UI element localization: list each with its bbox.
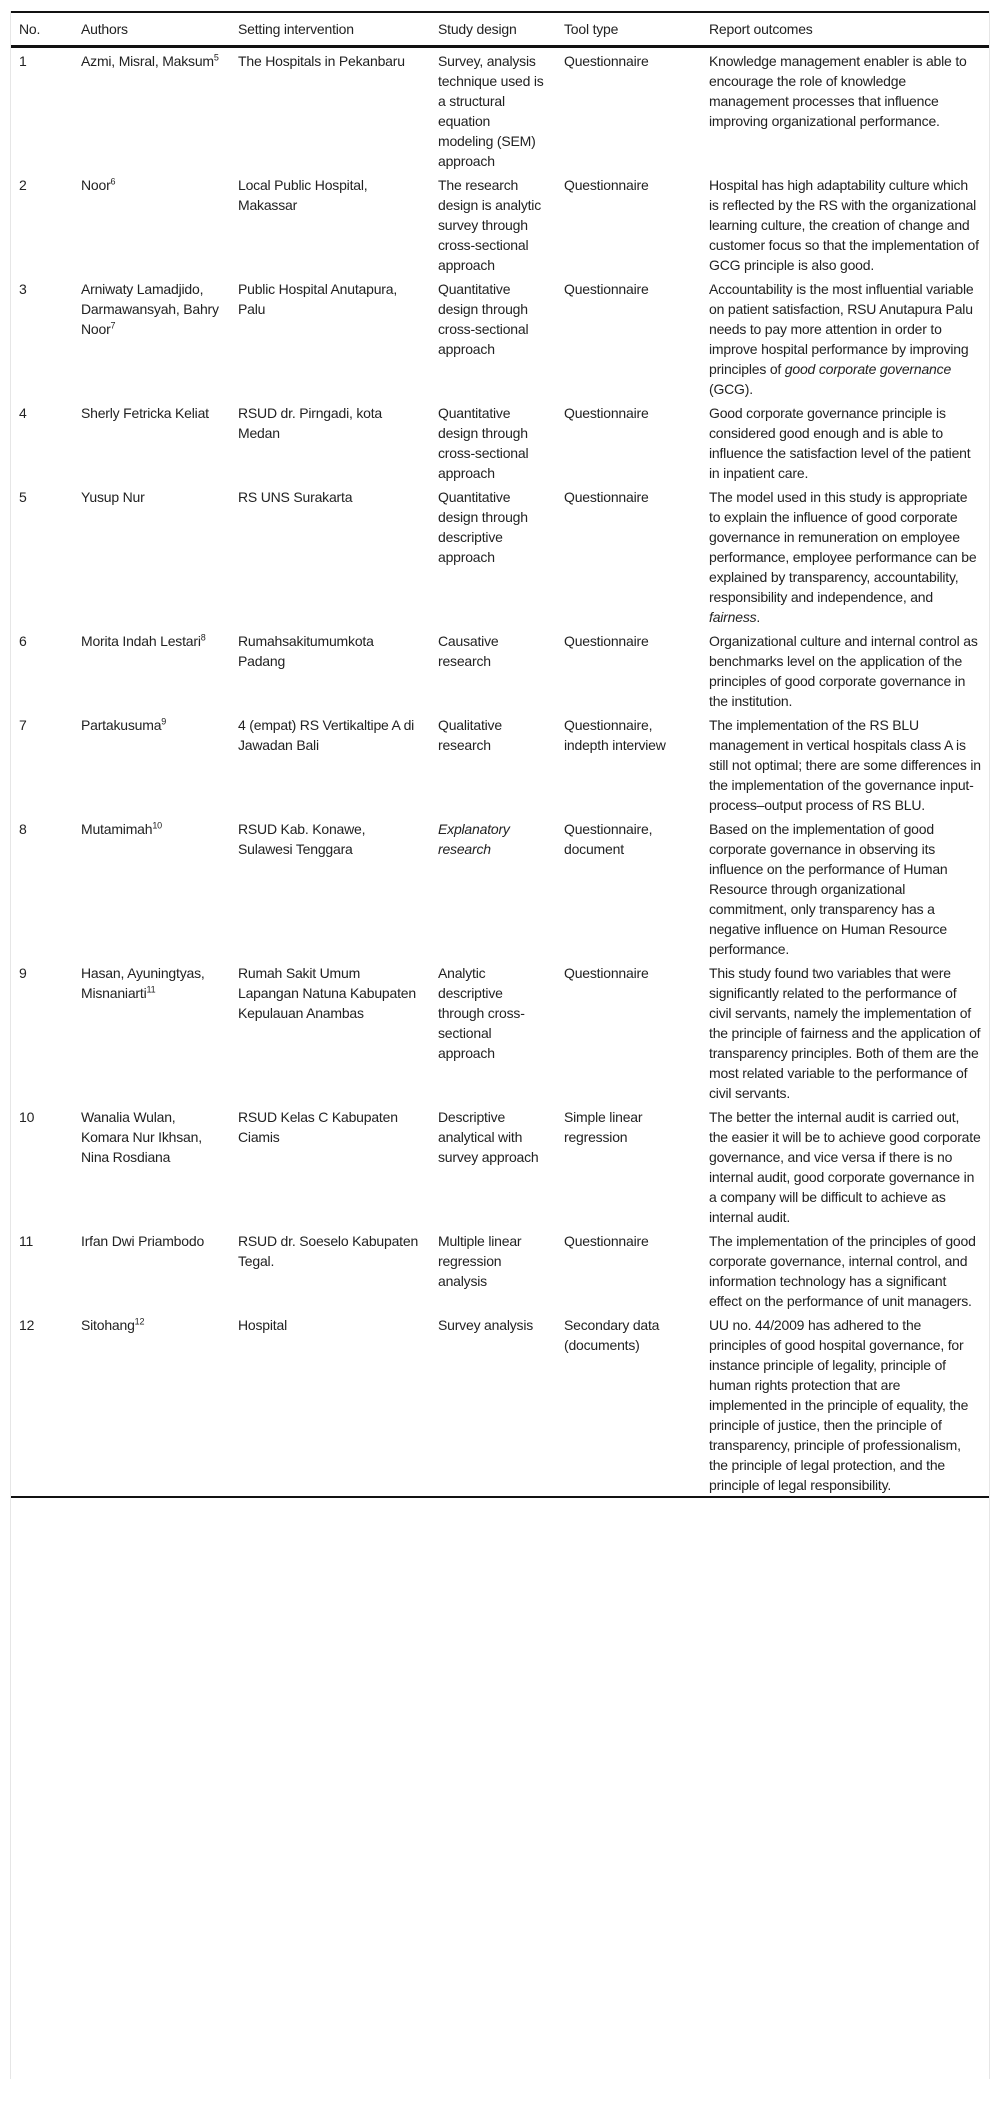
cell-authors xyxy=(73,960,230,1104)
reference-superscript: 11 xyxy=(146,984,156,995)
cell-setting: The Hospitals in Pekanbaru xyxy=(238,53,405,69)
cell-outcomes xyxy=(701,276,989,400)
authors-text: Noor xyxy=(81,177,111,193)
cell-authors xyxy=(73,1228,230,1312)
cell-tool-type: Simple linear regression xyxy=(564,1109,643,1145)
header-study-design: Study design xyxy=(438,21,517,37)
cell-tool-type: Questionnaire xyxy=(564,489,649,505)
header-row xyxy=(11,12,989,47)
cell-authors xyxy=(73,628,230,712)
cell-study-design: Quantitative design through descriptive approach xyxy=(438,489,528,565)
authors-text: Hasan, Ayuningtyas, Misnaniarti xyxy=(81,965,205,1001)
reference-superscript: 10 xyxy=(152,820,162,831)
authors-text: Morita Indah Lestari xyxy=(81,633,201,649)
cell-authors xyxy=(73,484,230,628)
reference-superscript: 8 xyxy=(200,632,206,643)
cell-setting: RSUD Kab. Konawe, Sulawesi Tenggara xyxy=(238,821,366,857)
authors-text: Partakusuma xyxy=(81,717,162,733)
cell-no: 3 xyxy=(19,281,27,297)
cell-no: 2 xyxy=(19,177,27,193)
cell-tool-type: Questionnaire xyxy=(564,1233,649,1249)
reference-superscript: 7 xyxy=(110,320,116,331)
table-row xyxy=(11,47,989,173)
authors-text: Mutamimah xyxy=(81,821,153,837)
authors-text: Irfan Dwi Priambodo xyxy=(81,1233,205,1249)
cell-no: 11 xyxy=(19,1233,34,1249)
cell-tool-type: Questionnaire, document xyxy=(564,821,653,857)
cell-setting: Rumah Sakit Umum Lapangan Natuna Kabupaten Kepulauan Anambas xyxy=(238,965,416,1021)
authors-text: Azmi, Misral, Maksum xyxy=(81,53,214,69)
reference-superscript: 12 xyxy=(134,1316,145,1327)
cell-tool-type: Questionnaire xyxy=(564,177,649,193)
cell-outcomes: The better the internal audit is carried out, the easier it will be to achieve good corporate governance, and vice versa if there is no internal audit, good corporate governance in a company will be difficult to achieve as internal audit. xyxy=(709,1109,981,1225)
cell-tool-type: Secondary data (documents) xyxy=(564,1317,660,1353)
table-row xyxy=(11,484,989,628)
table-row xyxy=(11,816,989,960)
cell-outcomes: Hospital has high adaptability culture which is reflected by the RS with the organizational learning culture, the creation of change and customer focus so that the implementation of GCG principle is also good. xyxy=(709,177,979,273)
outcomes-text-end: (GCG). xyxy=(709,381,753,397)
cell-no: 9 xyxy=(19,965,27,981)
cell-outcomes: This study found two variables that were significantly related to the performance of civil servants, namely the implementation of the principle of fairness and the application of transparency principles. Both of them are the most related variable to the performance of civil servants. xyxy=(709,965,981,1101)
cell-setting: RS UNS Surakarta xyxy=(238,489,353,505)
header-setting-intervention: Setting intervention xyxy=(238,21,354,37)
table-row xyxy=(11,628,989,712)
cell-outcomes: The implementation of the principles of good corporate governance, internal control, and information technology has a significant effect on the performance of unit managers. xyxy=(709,1233,976,1309)
cell-authors xyxy=(73,816,230,960)
table-body xyxy=(11,47,989,1498)
outcomes-italic-text: good corporate governance xyxy=(784,361,952,377)
table-header xyxy=(11,12,989,47)
cell-study-design: Descriptive analytical with survey approach xyxy=(438,1109,539,1165)
cell-study-design: Qualitative research xyxy=(438,717,502,753)
cell-study-design xyxy=(430,816,556,960)
cell-setting: Public Hospital Anutapura, Palu xyxy=(238,281,398,317)
header-tool-type: Tool type xyxy=(564,21,619,37)
cell-study-design: Quantitative design through cross-sectional approach xyxy=(438,281,529,357)
cell-tool-type: Questionnaire xyxy=(564,405,649,421)
cell-authors xyxy=(73,712,230,816)
reference-superscript: 9 xyxy=(161,716,167,727)
cell-setting: RSUD dr. Pirngadi, kota Medan xyxy=(238,405,383,441)
cell-tool-type: Questionnaire xyxy=(564,281,649,297)
cell-no: 12 xyxy=(19,1317,35,1333)
cell-study-design: The research design is analytic survey through cross-sectional approach xyxy=(438,177,542,273)
cell-tool-type: Questionnaire xyxy=(564,633,649,649)
cell-setting: Hospital xyxy=(238,1317,287,1333)
cell-no: 5 xyxy=(19,489,27,505)
cell-authors xyxy=(73,1312,230,1497)
cell-study-design: Analytic descriptive through cross-sectional approach xyxy=(438,965,525,1061)
header-authors: Authors xyxy=(81,21,128,37)
cell-outcomes: Good corporate governance principle is considered good enough and is able to influence the satisfaction level of the patient in inpatient care. xyxy=(709,405,971,481)
authors-text: Sitohang xyxy=(81,1317,135,1333)
outcomes-text-end: . xyxy=(756,609,761,625)
reference-superscript: 6 xyxy=(110,176,116,187)
outcomes-italic-text: fairness xyxy=(709,609,757,625)
cell-outcomes: The implementation of the RS BLU management in vertical hospitals class A is still not optimal; there are some differences in the implementation of the governance input-process–output process of RS BLU. xyxy=(709,717,981,813)
cell-setting: RSUD Kelas C Kabupaten Ciamis xyxy=(238,1109,398,1145)
table-row xyxy=(11,276,989,400)
table-row xyxy=(11,1104,989,1228)
cell-setting: 4 (empat) RS Vertikaltipe A di Jawadan Bali xyxy=(238,717,415,753)
authors-text: Sherly Fetricka Keliat xyxy=(81,405,209,421)
authors-text: Arniwaty Lamadjido, Darmawansyah, Bahry Noor xyxy=(81,281,219,337)
study-design-italic-text: Explanatory research xyxy=(438,821,510,857)
cell-no: 6 xyxy=(19,633,27,649)
cell-authors xyxy=(73,172,230,276)
cell-outcomes: Based on the implementation of good corporate governance in observing its influence on the performance of Human Resource through organizational commitment, only transparency has a negative influence on Human Resource performance. xyxy=(709,821,948,957)
header-no: No. xyxy=(19,21,41,37)
cell-study-design: Survey, analysis technique used is a structural equation modeling (SEM) approach xyxy=(438,53,544,169)
cell-tool-type: Questionnaire xyxy=(564,53,649,69)
cell-outcomes: UU no. 44/2009 has adhered to the principles of good hospital governance, for instance principle of legality, principle of human rights protection that are implemented in the principle of equality, the principle of justice, then the principle of transparency, principle of professionalism, the principle of legal protection, and the principle of legal responsibility. xyxy=(709,1317,969,1493)
outcomes-text: Accountability is the most influential variable on patient satisfaction, RSU Anutapura Palu needs to pay more attention in order to improve hospital performance by improving principles of xyxy=(709,281,974,377)
cell-outcomes: Organizational culture and internal control as benchmarks level on the application of the principles of good corporate governance in the institution. xyxy=(709,633,978,709)
cell-no: 10 xyxy=(19,1109,35,1125)
cell-study-design: Survey analysis xyxy=(438,1317,534,1333)
cell-setting: Rumahsakitumumkota Padang xyxy=(238,633,374,669)
studies-table xyxy=(11,11,989,1498)
table-row xyxy=(11,712,989,816)
cell-study-design: Quantitative design through cross-sectional approach xyxy=(438,405,529,481)
outcomes-text: The model used in this study is appropriate to explain the influence of good corporate governance in remuneration on employee performance, employee performance can be explained by transparency, accountability, responsibility and independence, and xyxy=(709,489,977,605)
cell-no: 1 xyxy=(19,53,27,69)
authors-text: Wanalia Wulan, Komara Nur Ikhsan, Nina Rosdiana xyxy=(81,1109,202,1165)
cell-authors xyxy=(73,276,230,400)
table-row xyxy=(11,1312,989,1497)
cell-no: 8 xyxy=(19,821,27,837)
cell-setting: Local Public Hospital, Makassar xyxy=(238,177,368,213)
table-row xyxy=(11,960,989,1104)
cell-tool-type: Questionnaire xyxy=(564,965,649,981)
cell-tool-type: Questionnaire, indepth interview xyxy=(564,717,666,753)
table-row xyxy=(11,172,989,276)
cell-outcomes xyxy=(701,484,989,628)
table-row xyxy=(11,400,989,484)
cell-study-design: Causative research xyxy=(438,633,499,669)
table-row xyxy=(11,1228,989,1312)
header-report-outcomes: Report outcomes xyxy=(709,21,813,37)
cell-no: 4 xyxy=(19,405,27,421)
cell-authors xyxy=(73,47,230,173)
authors-text: Yusup Nur xyxy=(81,489,145,505)
cell-authors xyxy=(73,400,230,484)
cell-setting: RSUD dr. Soeselo Kabupaten Tegal. xyxy=(238,1233,419,1269)
reference-superscript: 5 xyxy=(213,52,219,63)
cell-study-design: Multiple linear regression analysis xyxy=(438,1233,522,1289)
cell-authors xyxy=(73,1104,230,1228)
cell-outcomes: Knowledge management enabler is able to encourage the role of knowledge management processes that influence improving organizational performance. xyxy=(709,53,967,129)
cell-no: 7 xyxy=(19,717,27,733)
